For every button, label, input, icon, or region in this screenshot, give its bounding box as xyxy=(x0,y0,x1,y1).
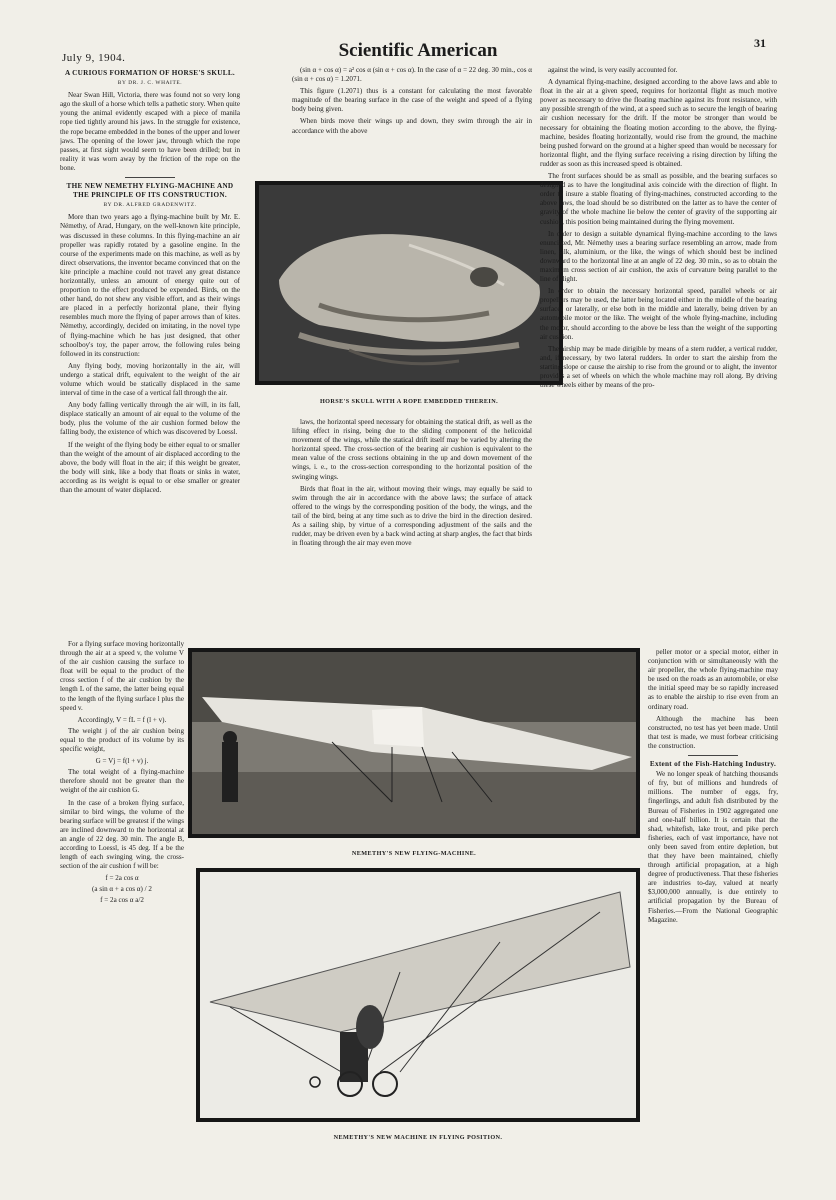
flying-paragraph: This figure (1.2071) thus is a constant for calculating the most favorable magnitude of the bearing surface in the case of the weight and speed of a flying body being given. xyxy=(292,87,532,114)
skull-article-title: A CURIOUS FORMATION OF HORSE'S SKULL. xyxy=(64,69,236,77)
flying-paragraph: In order to design a suitable dynamical flying-machine according to the laws enunciated, Mr. Némethy uses a bearing surface resembling an arrow, made from linen, silk, aluminium, or the like, the wings of which should best be inclined downward to the horizontal line at an angle of 22 deg. 30 min., so as to obtain the maximum cross section of air cushion, the axis of curvature being parallel to the line of flight. xyxy=(540,229,777,284)
skull-article-byline: BY DR. J. C. WHAITE. xyxy=(117,80,183,87)
flying-article-title: THE NEW NEMETHY FLYING-MACHINE AND THE PRINCIPLE OF ITS CONSTRUCTION. xyxy=(66,182,234,200)
masthead-title: Scientific American xyxy=(338,40,498,61)
flying-machine-photo xyxy=(188,648,640,838)
column-2-top xyxy=(292,66,532,170)
flying-position-photo xyxy=(196,868,640,1122)
flying-article-byline: BY DR. ALFRED GRADENWITZ. xyxy=(103,202,197,209)
flying-paragraph: Any flying body, moving horizontally in the air, will undergo a statical drift, equivalent to the weight of the air volume which would be statically displaced in the same interval of time in the case of a vertical fall through the air. xyxy=(60,361,240,398)
flying-paragraph: Although the machine has been constructed, no test has yet been made. Until that test is made, we must forbear criticising the construction. xyxy=(648,714,778,750)
flying-paragraph: In the case of a broken flying surface, similar to bird wings, the volume of the bearing surface will be greatest if the wings are inclined downward to the horizontal at an angle of 22 deg. 30 min. The angle B, according to Loessl, is 45 deg. If a be the length of each swinging wing, the cross-section of the air cushion f will be: xyxy=(60,798,184,871)
flying-paragraph: (sin α + cos α) = a² cos α (sin α + cos α). In the case of α = 22 deg. 30 min., cos α (sin α + cos α) = 1.2071. xyxy=(292,66,532,84)
flying-paragraph: The total weight of a flying-machine therefore should not be greater than the weight of the air cushion G. xyxy=(60,768,184,795)
flight-caption: NEMETHY'S NEW MACHINE IN FLYING POSITION. xyxy=(333,1134,503,1141)
skull-article-body: Near Swan Hill, Victoria, there was found not so very long ago the skull of a horse which tells a pathetic story. When quite young the animal evidently escaped with a piece of manila rope tied tightly around his jaws. In the struggle for existence, the rope became embedded in the bones of the upper and lower jaws. The opening of the lower jaw, through which the rope passes, at first sight would seem to have been drilled; but in reality it was worn away by the friction of the rope on the bone. xyxy=(60,91,240,172)
column-3 xyxy=(540,66,777,652)
column-3-lower xyxy=(648,648,778,1148)
equation: f = 2a cos α xyxy=(105,874,139,883)
flying-paragraph: A dynamical flying-machine, designed according to the above laws and able to float in the air at a given speed, requires for horizontal flight as much motive power as necessary to drive the floating machine against its front resistance, with any possible strength of the wind, at a speed such as to secure the length of bearing air cushion necessary for the drift. If the motor be stronger than would be necessary for obtaining the floating motion according to the above, the flying-machine, besides floating horizontally, would rise from the ground, the machine being pushed forward on the ground at a higher speed than would be necessary for horizontal flight, and the flying surface receiving a rising direction by lifting the rudder as soon as this increased speed is obtained. xyxy=(540,78,777,168)
flying-paragraph: The weight j of the air cushion being equal to the product of its volume by its specific weight, xyxy=(60,726,184,754)
page-number: 31 xyxy=(754,36,766,50)
horse-skull-photo xyxy=(255,181,563,385)
section-divider xyxy=(688,755,738,756)
equation: G = Vj = f(l + v) j. xyxy=(95,757,149,766)
flying-paragraph: The front surfaces should be as small as possible, and the bearing surfaces so designed as to have the longitudinal axis coincide with the direction of flight. In order to insure a stable floating of flying-machines, constructed according to the above laws, the load should be so distributed on the latter as to have the center of gravity of the whole machine lie below the center of gravity of the supporting air cushion, this position being maintained during the flying movement. xyxy=(540,172,777,226)
flying-paragraph: peller motor or a special motor, either in conjunction with or simultaneously with the air propeller, the whole flying-machine may be used on the roads as an automobile, or else the initial speed may be so rapidly increased as to enable the airship to rise even from an ordinary road. xyxy=(648,648,778,711)
flying-paragraph: If the weight of the flying body be either equal to or smaller than the weight of the amount of air displaced according to the above, the body will float in the air; if this weight be greater, the body will sink, like a body that floats or sinks in water, according as its weight is equal to or else smaller or greater than the amount of water displaced. xyxy=(60,440,240,495)
issue-date: July 9, 1904. xyxy=(62,52,126,64)
flying-paragraph: Any body falling vertically through the air will, in its fall, displace statically an amount of air equal to the volume of the body, plus the volume of the air cushion formed below the falling body, the existence of which was discovered by Loessl. xyxy=(60,401,240,437)
flying-paragraph: More than two years ago a flying-machine built by Mr. E. Némethy, of Arad, Hungary, on the well-known kite principle, was discussed in these columns. In this flying-machine an air propeller was rapidly rotated by a gasoline engine. In the course of the experiments made on this machine, as well as by direct observations, the inventor became convinced that on the kite principle a machine could not travel any great distance horizontally, unless an amount of energy quite out of proportion to the effect produced be expended. Birds, on the other hand, do not shew any visible effort, and as their wings are placed in a perfectly horizontal plane, their flying resembles much more the flying of paper arrows than of kites. Némethy, accordingly, decided on imitating, in the novel type of flying-machine which he has just designed, that other schoolboy's toy, the paper arrow, the following rules being followed in its construction: xyxy=(60,213,240,358)
equation: (a sin α + a cos α) / 2 xyxy=(92,885,152,894)
flying-paragraph: against the wind, is very easily accounted for. xyxy=(548,66,678,74)
flying-paragraph: laws, the horizontal speed necessary for obtaining the statical drift, as well as the lifting effect in rising, being due to the sliding component of the helicoidal movement of the wings, while the statical drift itself may be varied by altering the horizontal speed. The cross-section of the bearing air cushion is equivalent to the mean value of the cross sections obtaining in the up and down movement of the wings, i. e., to the cross-section corresponding to the horizontal position of the swinging wings. xyxy=(292,418,532,481)
fish-article-title: Extent of the Fish-Hatching Industry. xyxy=(649,760,777,769)
flying-paragraph: The airship may be made dirigible by means of a stern rudder, a vertical rudder, and, if necessary, by two lateral rudders. In order to start the airship from the starting slope or cause the airship to rise from the ground or to alight, the inventor provides a set of wheels on which the whole machine may roll along. By driving these wheels either by means of the pro- xyxy=(540,344,777,390)
flying-paragraph: In order to obtain the necessary horizontal speed, parallel wheels or air propellers may be used, the latter being located either in the middle of the bearing surfaces or laterally, or else both in the middle and laterally, being driven by an automobile motor or the like. The weight of the whole flying-machine, including the motor, should according to the above be less than the weight of the supporting air cushion. xyxy=(540,287,777,341)
column-1 xyxy=(60,66,240,640)
equation: f = 2a cos α a/2 xyxy=(100,896,144,905)
flying-paragraph: When birds move their wings up and down, they swim through the air in accordance with the above xyxy=(292,117,532,135)
section-divider xyxy=(125,177,175,178)
skull-caption: HORSE'S SKULL WITH A ROPE EMBEDDED THEREIN. xyxy=(319,398,499,405)
flying-paragraph: For a flying surface moving horizontally through the air at a speed v, the volume V of the air cushion causing the surface to float will be equal to the product of the cross section f of the air cushion by the length L of the same, the latter being equal to the length of the flying surface l plus the speed v. xyxy=(60,640,184,712)
column-2-bottom xyxy=(292,418,532,634)
fish-article-body: We no longer speak of hatching thousands of fry, but of millions and hundreds of millions. The number of eggs, fry, fingerlings, and adult fish distributed by the Bureau of Fisheries in 1902 aggregated one and one-half billion. It is certain that the shad, whitefish, lake trout, and pike perch fisheries, each of vast importance, have not only been saved from entire depletion, but that they have been maintained, chiefly through artificial propagation, at a high degree of productiveness. That these fisheries are industries to-day, valued at nearly $3,000,000 annually, is due entirely to artificial propagation by the Bureau of Fisheries.—From the National Geographic Magazine. xyxy=(648,770,778,924)
equation: Accordingly, V = fL = f (l + v). xyxy=(77,715,167,724)
machine-caption: NEMETHY'S NEW FLYING-MACHINE. xyxy=(351,850,477,857)
column-1-lower xyxy=(60,640,184,1140)
flying-paragraph: Birds that float in the air, without moving their wings, may equally be said to swim through the air in accordance with the above laws; the surface of attack offered to the wings by the corresponding position of the body, the wings, and the tail of the bird, being at any time such as to drive the bird in the direction desired. As a sailing ship, by virtue of a corresponding adjustment of the sails and the rudder, may be driven even by a back wind acting at sharp angles, the fact that birds in floating through the air may even move xyxy=(292,484,532,548)
